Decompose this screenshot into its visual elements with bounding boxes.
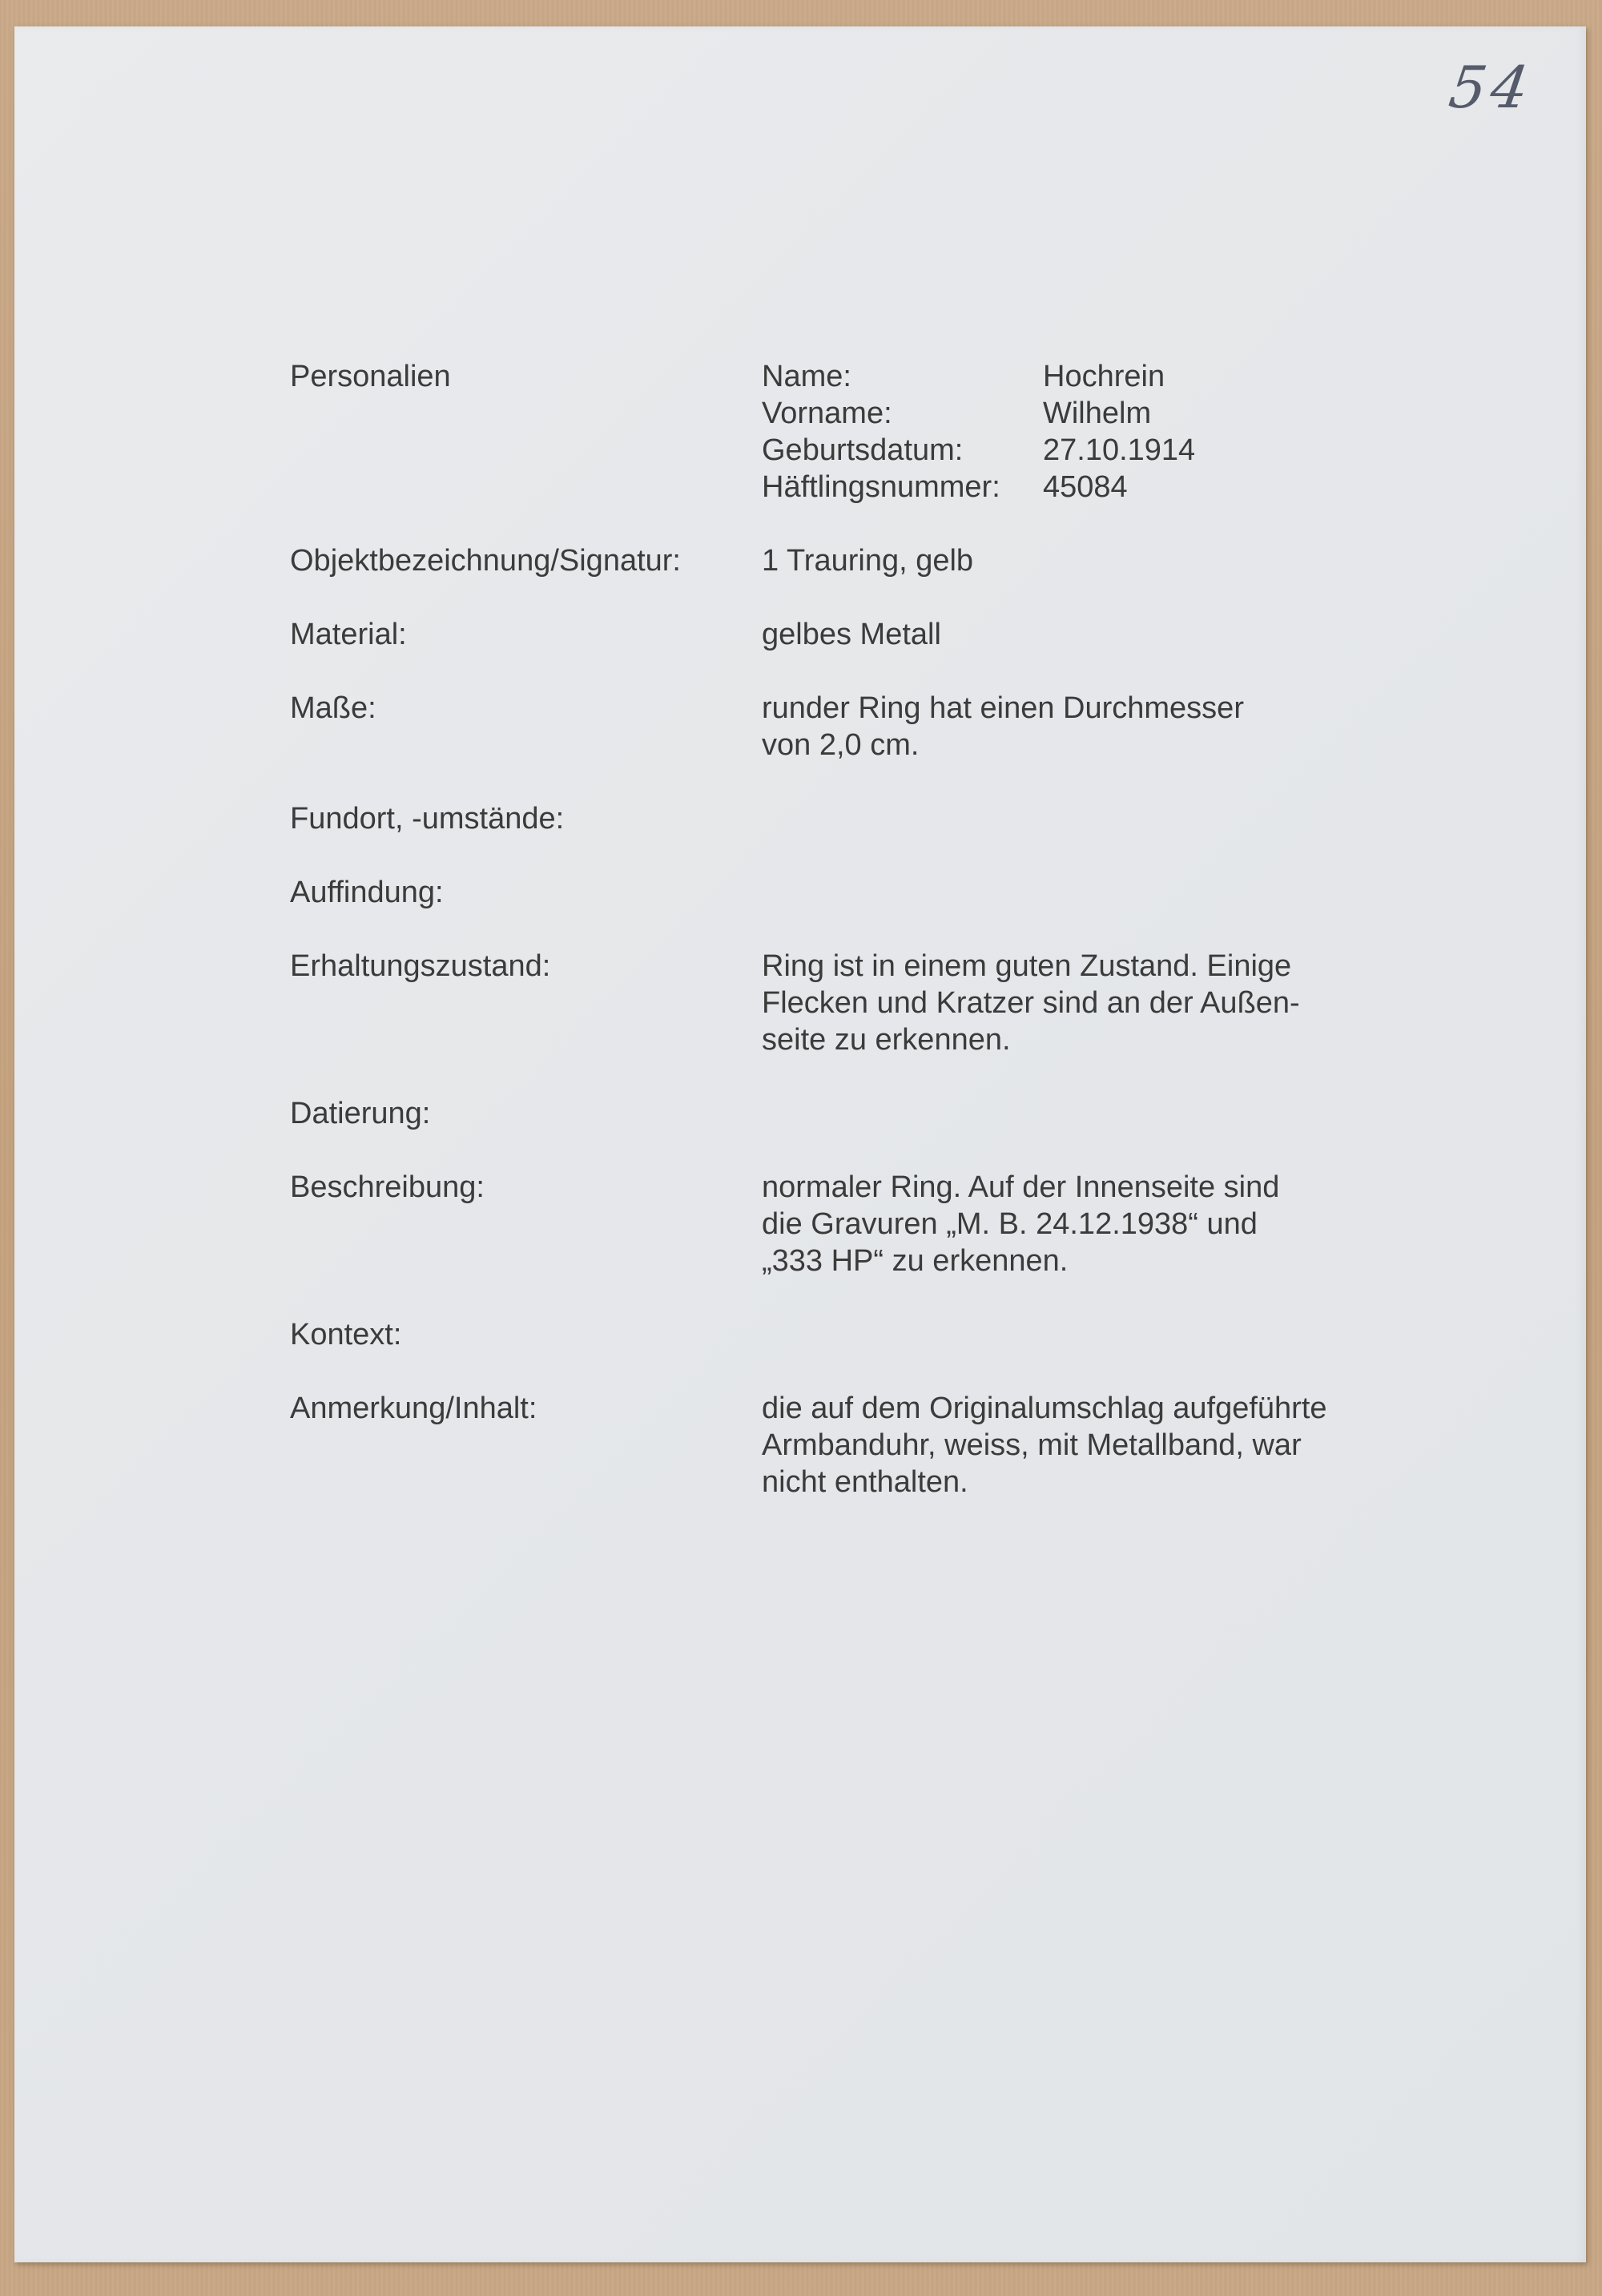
field-haeftlingsnummer-label: Häftlingsnummer: (762, 470, 1000, 504)
field-vorname-label: Vorname: (762, 397, 892, 430)
anmerkung-line: Armbanduhr, weiss, mit Metallband, war (762, 1428, 1302, 1462)
beschreibung-line: „333 HP“ zu erkennen. (762, 1244, 1069, 1278)
field-geburtsdatum (762, 432, 1491, 469)
masse-line: runder Ring hat einen Durchmesser (762, 691, 1244, 725)
handwritten-page-number: 54 (1445, 54, 1538, 121)
erhaltungszustand-line: seite zu erkennen. (762, 1023, 1011, 1057)
masse-value (762, 690, 1491, 763)
kontext-value (762, 1316, 1491, 1353)
row-erhaltungszustand (290, 948, 1491, 1058)
row-personalien (290, 358, 1491, 506)
erhaltungszustand-value (762, 948, 1491, 1058)
beschreibung-value (762, 1169, 1491, 1279)
row-kontext (290, 1316, 1491, 1353)
fundort-value (762, 800, 1491, 837)
field-haeftlingsnummer-value: 45084 (1043, 470, 1128, 504)
row-datierung (290, 1095, 1491, 1132)
material-line: gelbes Metall (762, 618, 941, 651)
auffindung-label: Auffindung: (290, 876, 444, 909)
anmerkung-label: Anmerkung/Inhalt: (290, 1392, 537, 1425)
row-auffindung (290, 874, 1491, 911)
document-page (14, 26, 1586, 2262)
beschreibung-line: normaler Ring. Auf der Innenseite sind (762, 1170, 1280, 1204)
beschreibung-line: die Gravuren „M. B. 24.12.1938“ und (762, 1207, 1258, 1241)
masse-line: von 2,0 cm. (762, 728, 920, 762)
personalien-fields (762, 358, 1491, 506)
objektbezeichnung-label: Objektbezeichnung/Signatur: (290, 544, 681, 578)
material-value (762, 616, 1491, 653)
row-material (290, 616, 1491, 653)
field-geburtsdatum-value: 27.10.1914 (1043, 433, 1196, 467)
masse-label: Maße: (290, 691, 376, 725)
erhaltungszustand-line: Ring ist in einem guten Zustand. Einige (762, 949, 1292, 983)
row-objektbezeichnung (290, 542, 1491, 579)
anmerkung-line: nicht enthalten. (762, 1465, 968, 1499)
object-record-form (290, 358, 1491, 1537)
auffindung-value (762, 874, 1491, 911)
erhaltungszustand-line: Flecken und Kratzer sind an der Außen- (762, 986, 1300, 1020)
fundort-label: Fundort, -umstände: (290, 802, 565, 836)
field-name-value: Hochrein (1043, 360, 1165, 393)
anmerkung-line: die auf dem Originalumschlag aufgeführte (762, 1392, 1327, 1425)
erhaltungszustand-label: Erhaltungszustand: (290, 949, 551, 983)
field-name-label: Name: (762, 360, 851, 393)
row-anmerkung (290, 1390, 1491, 1500)
anmerkung-value (762, 1390, 1491, 1500)
row-beschreibung (290, 1169, 1491, 1279)
field-name (762, 358, 1491, 395)
material-label: Material: (290, 618, 407, 651)
field-haeftlingsnummer (762, 469, 1491, 506)
objektbezeichnung-value (762, 542, 1491, 579)
datierung-value (762, 1095, 1491, 1132)
beschreibung-label: Beschreibung: (290, 1170, 485, 1204)
personalien-label: Personalien (290, 360, 451, 393)
row-masse (290, 690, 1491, 763)
row-fundort (290, 800, 1491, 837)
kontext-label: Kontext: (290, 1318, 402, 1351)
objektbezeichnung-line: 1 Trauring, gelb (762, 544, 974, 578)
datierung-label: Datierung: (290, 1097, 431, 1130)
field-vorname-value: Wilhelm (1043, 397, 1152, 430)
field-vorname (762, 395, 1491, 432)
field-geburtsdatum-label: Geburtsdatum: (762, 433, 964, 467)
